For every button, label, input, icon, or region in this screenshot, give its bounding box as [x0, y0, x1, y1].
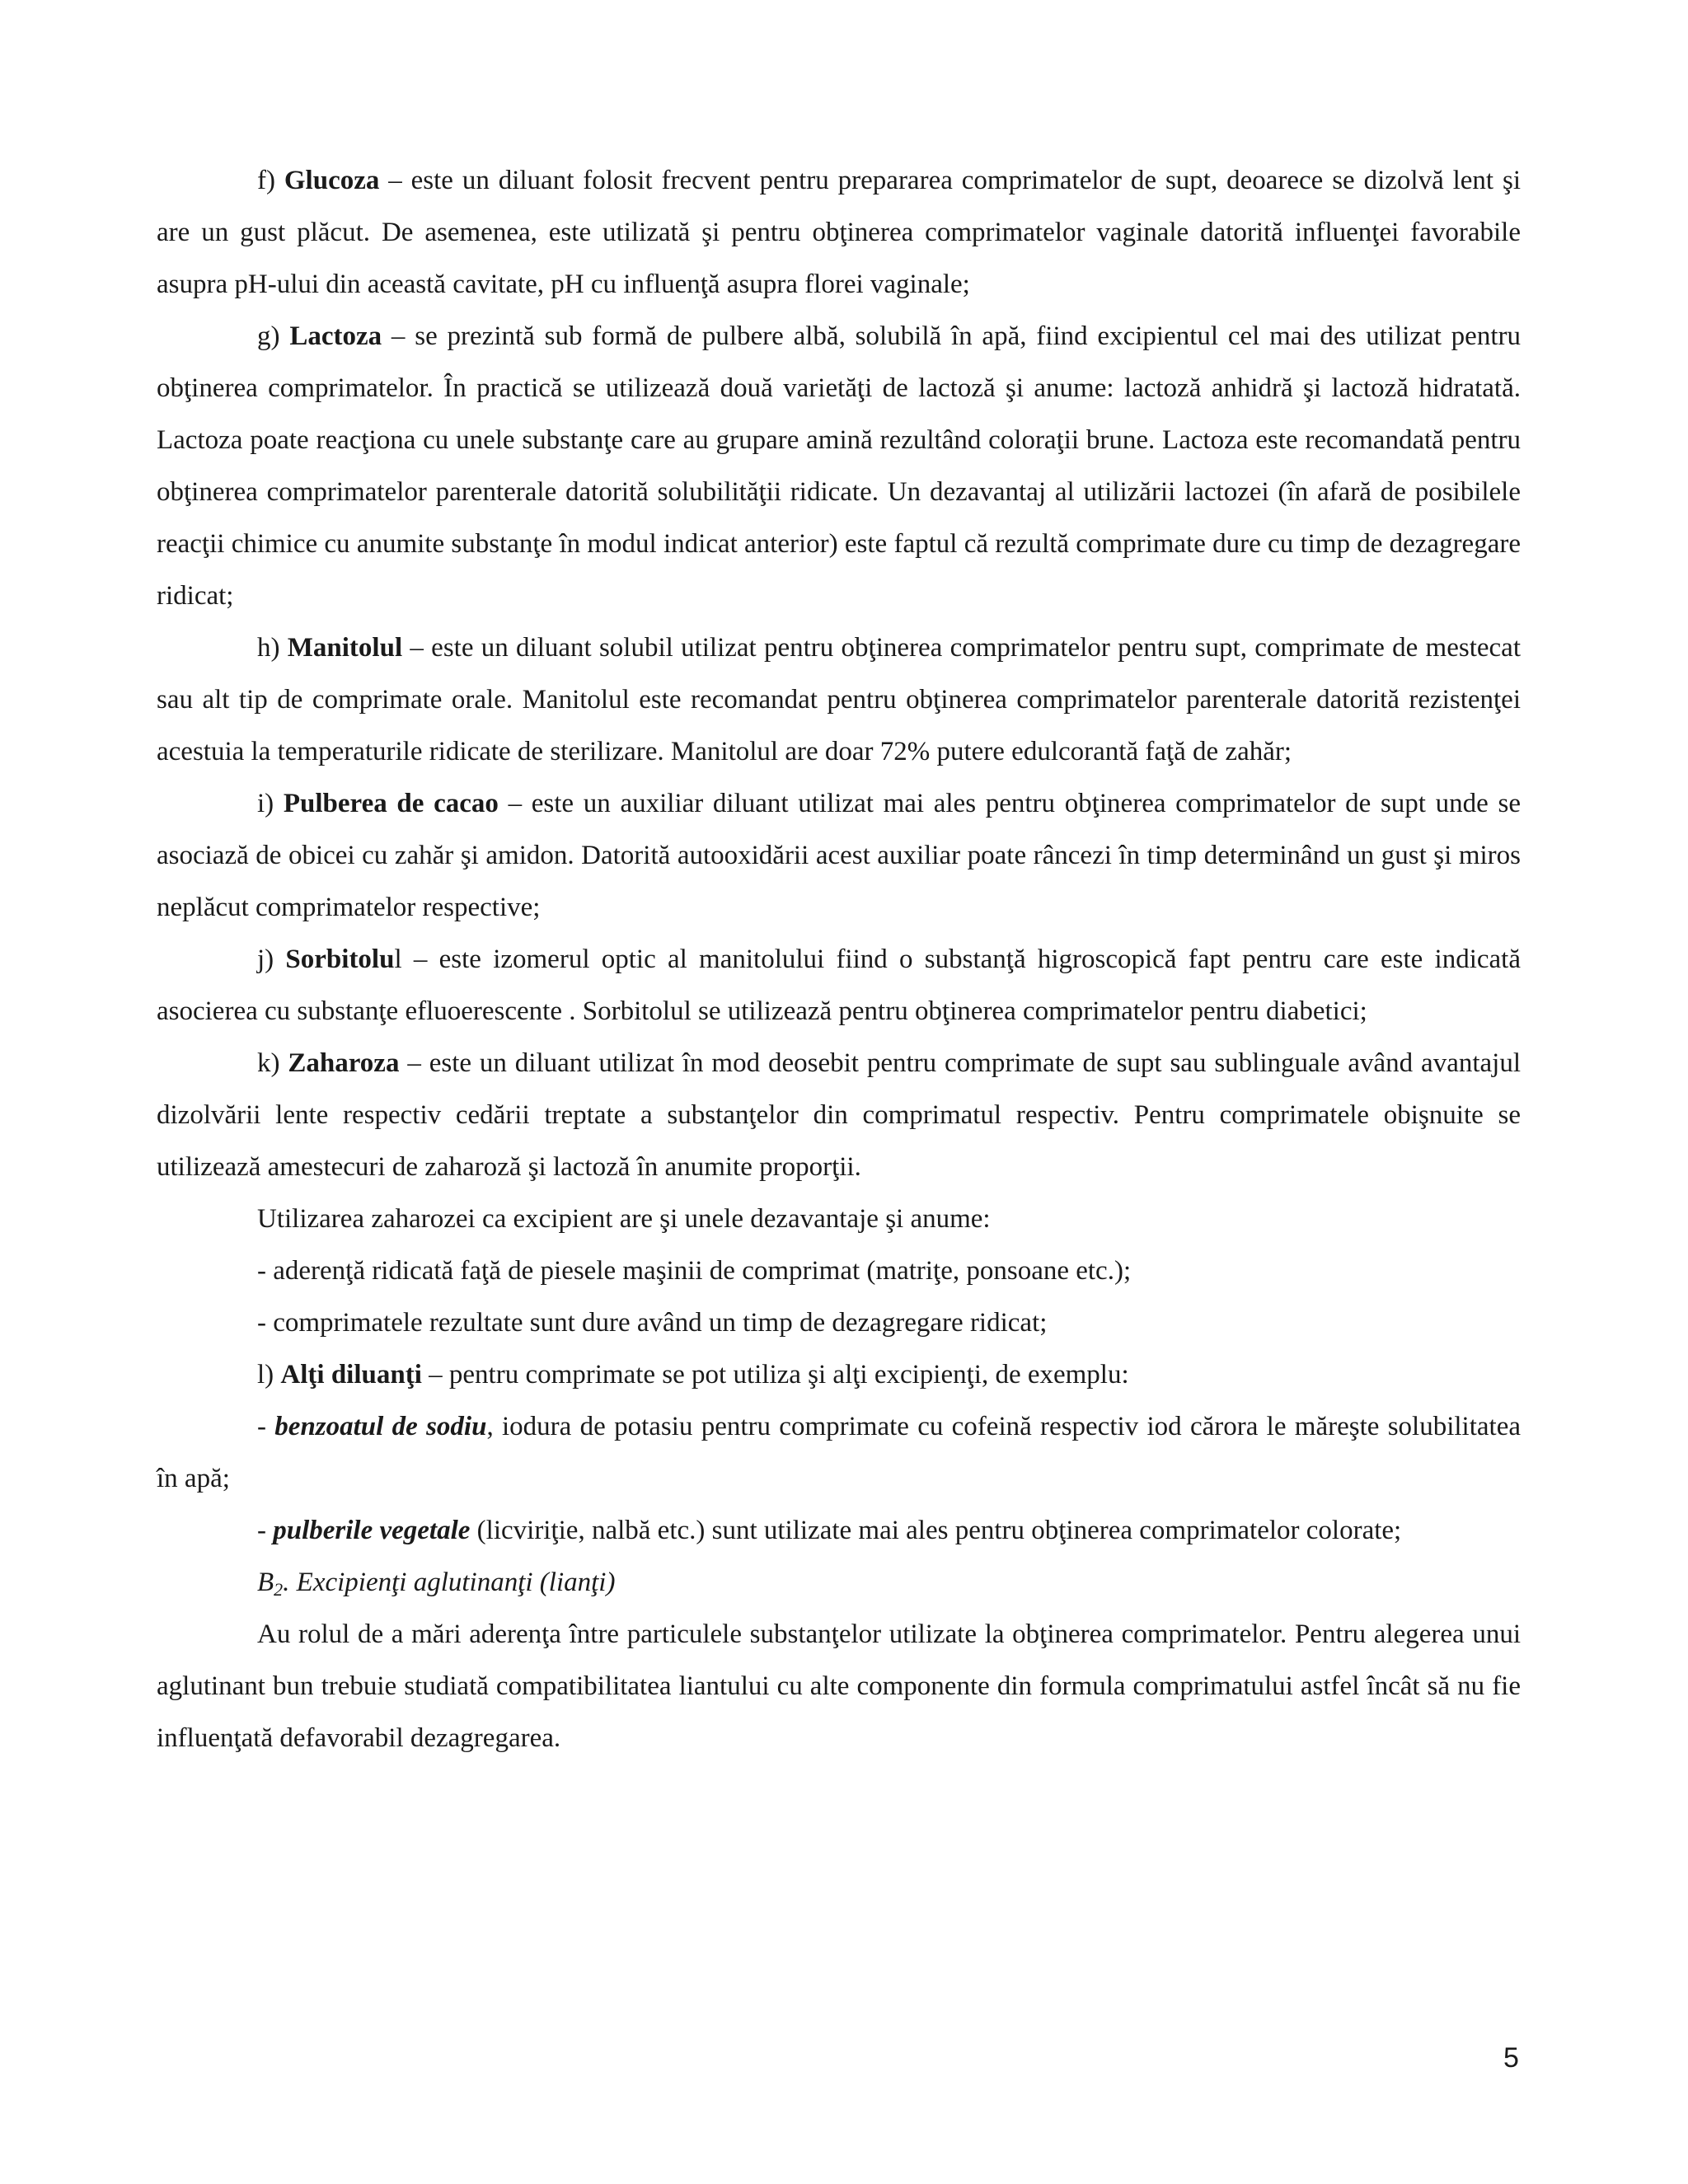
list-marker: k)	[257, 1048, 288, 1078]
term-glucoza: Glucoza	[284, 166, 380, 195]
heading-text: . Excipienţi aglutinanţi (lianţi)	[283, 1568, 616, 1597]
paragraph-text: l – este izomerul optic al manitolului fiind o substanţă higroscopică fapt pentru care este indicată asocierea cu substanţe efluoerescente . Sorbitolul se utilizează pentru obţinerea comprimatelor pentru diabetici;	[157, 944, 1521, 1026]
list-marker: f)	[257, 166, 284, 195]
list-marker: l)	[257, 1360, 281, 1390]
term-benzoatul-de-sodiu: benzoatul de sodiu	[274, 1412, 487, 1441]
paragraph-alti-diluanti	[157, 1349, 1521, 1401]
paragraph-b2-text: Au rolul de a mări aderenţa între particulele substanţelor utilizate la obţinerea comprimatelor. Pentru alegerea unui aglutinant bun trebuie studiată compatibilitatea liantului cu alte componente din formula comprimatului astfel încât să nu fie influenţată defavorabil dezagregarea.	[157, 1619, 1521, 1753]
term-pulberea-de-cacao: Pulberea de cacao	[283, 789, 499, 818]
paragraph-text: – este un diluant folosit frecvent pentru prepararea comprimatelor de supt, deoarece se dizolvă lent şi are un gust plăcut. De asemenea, este utilizată şi pentru obţinerea comprimatelor vaginale datorită influenţei favorabile asupra pH-ului din această cavitate, pH cu influenţă asupra florei vaginale;	[157, 166, 1521, 299]
paragraph-lactoza	[157, 311, 1521, 622]
section-heading-b2	[157, 1557, 1521, 1609]
heading-letter: B	[257, 1568, 274, 1597]
list-marker: -	[257, 1412, 275, 1441]
term-zaharoza: Zaharoza	[288, 1048, 400, 1078]
paragraph-text: – este un diluant solubil utilizat pentru obţinerea comprimatelor pentru supt, comprimate de mestecat sau alt tip de comprimate orale. Manitolul este recomandat pentru obţinerea comprimatelor parenterale datorită rezistenţei acestuia la temperaturile ridicate de sterilizare. Manitolul are doar 72% putere edulcorantă faţă de zahăr;	[157, 633, 1521, 766]
paragraph-zaharoza-intro: Utilizarea zaharozei ca excipient are şi unele dezavantaje şi anume:	[257, 1204, 991, 1234]
list-item-disadvantage-2: - comprimatele rezultate sunt dure având un timp de dezagregare ridicat;	[257, 1308, 1048, 1338]
term-pulberile-vegetale: pulberile vegetale	[273, 1516, 471, 1545]
term-alti-diluanti: Alţi diluanţi	[280, 1360, 422, 1390]
paragraph-zaharoza	[157, 1038, 1521, 1193]
list-marker: j)	[257, 944, 286, 974]
term-manitolul: Manitolul	[287, 633, 403, 663]
list-marker: -	[257, 1516, 274, 1545]
list-item-pulberile-vegetale	[157, 1505, 1521, 1557]
page-number: 5	[1503, 2042, 1519, 2074]
paragraph-sorbitolul	[157, 934, 1521, 1038]
paragraph-text: – se prezintă sub formă de pulbere albă, solubilă în apă, fiind excipientul cel mai des utilizat pentru obţinerea comprimatelor. În practică se utilizează două varietăţi de lactoză şi anume: lactoză anhidră şi lactoză hidratată. Lactoza poate reacţiona cu unele substanţe care au grupare amină rezultând coloraţii brune. Lactoza este recomandată pentru obţinerea comprimatelor parenterale datorită solubilităţii ridicate. Un dezavantaj al utilizării lactozei (în afară de posibilele reacţii chimice cu anumite substanţe în modul indicat anterior) este faptul că rezultă comprimate dure cu timp de dezagregare ridicat;	[157, 321, 1521, 611]
list-marker: h)	[257, 633, 288, 663]
list-marker: g)	[257, 321, 290, 351]
paragraph-text: – pentru comprimate se pot utiliza şi alţi excipienţi, de exemplu:	[421, 1360, 1129, 1390]
term-lactoza: Lactoza	[289, 321, 382, 351]
paragraph-pulberea-de-cacao	[157, 778, 1521, 934]
paragraph-glucoza	[157, 155, 1521, 311]
paragraph-text: – este un diluant utilizat în mod deosebit pentru comprimate de supt sau sublinguale având avantajul dizolvării lente respectiv cedării treptate a substanţelor din comprimatul respectiv. Pentru comprimatele obişnuite se utilizează amestecuri de zaharoză şi lactoză în anumite proporţii.	[157, 1048, 1521, 1182]
list-item-disadvantage-1: - aderenţă ridicată faţă de piesele maşinii de comprimat (matriţe, ponsoane etc.);	[257, 1256, 1132, 1286]
document-body	[157, 155, 1521, 1765]
paragraph-text: – este un auxiliar diluant utilizat mai ales pentru obţinerea comprimatelor de supt unde se asociază de obicei cu zahăr şi amidon. Datorită autooxidării acest auxiliar poate râncezi în timp determinând un gust şi miros neplăcut comprimatelor respective;	[157, 789, 1521, 922]
paragraph-manitolul	[157, 622, 1521, 778]
paragraph-text: (licviriţie, nalbă etc.) sunt utilizate mai ales pentru obţinerea comprimatelor colorate;	[470, 1516, 1402, 1545]
heading-subscript: 2	[274, 1579, 284, 1600]
paragraph-text: , iodura de potasiu pentru comprimate cu cofeină respectiv iod cărora le măreşte solubilitatea în apă;	[157, 1412, 1521, 1493]
list-item-benzoatul	[157, 1401, 1521, 1505]
term-sorbitolul: Sorbitolu	[285, 944, 395, 974]
list-marker: i)	[257, 789, 284, 818]
